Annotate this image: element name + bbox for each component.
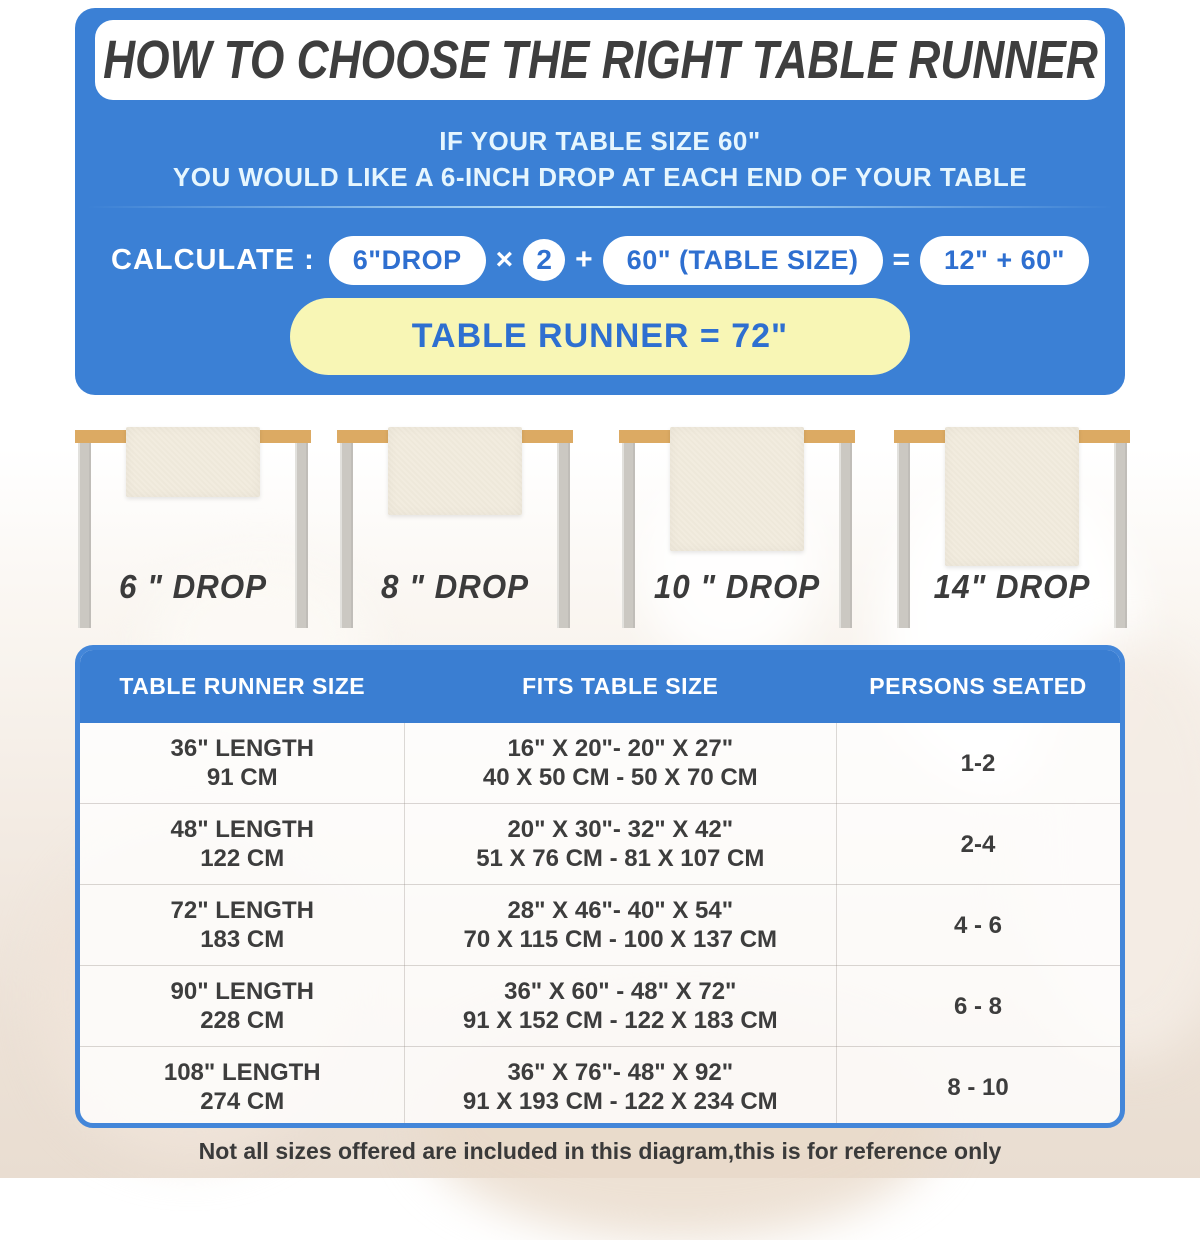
table-row [80, 1046, 1120, 1127]
fits-table-inches: 16" X 20"- 20" X 27" [507, 735, 734, 762]
table-row [80, 723, 1120, 803]
intro-line-2: YOU WOULD LIKE A 6-INCH DROP AT EACH END OF YOUR TABLE [172, 162, 1028, 192]
runner-size-cm: 91 CM [206, 764, 278, 791]
size-table-header [80, 650, 1120, 723]
runner-size-cell [80, 896, 404, 954]
persons-seated-cell: 4 - 6 [954, 911, 1003, 939]
runner-size-cm: 228 CM [200, 1007, 285, 1034]
size-table-body [80, 723, 1120, 1123]
fits-table-inches: 28" X 46"- 40" X 54" [507, 897, 734, 924]
fits-table-cm: 91 X 152 CM - 122 X 183 CM [462, 1007, 778, 1034]
table-figure-8-drop [337, 430, 573, 630]
drop-value-pill: 6"DROP [329, 236, 486, 285]
multiply-operator: × [495, 243, 514, 276]
footer-note: Not all sizes offered are included in this diagram,this is for reference only [198, 1138, 1002, 1164]
runner-cloth [945, 427, 1079, 566]
fits-table-cm: 70 X 115 CM - 100 X 137 CM [463, 926, 778, 953]
runner-size-cm: 183 CM [200, 926, 285, 953]
result-pill: TABLE RUNNER = 72" [290, 298, 910, 375]
runner-size-inches: 48" LENGTH [170, 816, 314, 843]
persons-seated-cell: 1-2 [960, 749, 996, 777]
fits-table-cell [404, 734, 836, 792]
runner-size-inches: 72" LENGTH [170, 897, 314, 924]
column-divider [836, 723, 837, 1123]
intro-line-1: IF YOUR TABLE SIZE 60" [439, 126, 761, 156]
runner-size-cell [80, 1058, 404, 1116]
persons-seated-cell: 8 - 10 [947, 1073, 1009, 1101]
fits-table-cell [404, 896, 836, 954]
fits-table-inches: 36" X 60" - 48" X 72" [504, 978, 737, 1005]
runner-cloth [670, 427, 804, 551]
drop-label: 8 " DROP [381, 568, 529, 605]
header-panel [75, 8, 1125, 395]
fits-table-cell [404, 1058, 836, 1116]
plus-operator: + [575, 243, 593, 276]
persons-seated-cell: 6 - 8 [954, 992, 1003, 1020]
column-divider [404, 723, 405, 1123]
divider-line [87, 206, 1113, 208]
drop-label: 10 " DROP [653, 568, 821, 605]
runner-cloth [388, 427, 522, 515]
table-size-pill: 60" (TABLE SIZE) [603, 236, 883, 285]
calculation-row [75, 230, 1125, 290]
sum-pill: 12" + 60" [920, 236, 1089, 285]
fits-table-inches: 36" X 76"- 48" X 92" [507, 1059, 734, 1086]
fits-table-inches: 20" X 30"- 32" X 42" [507, 816, 734, 843]
runner-size-cell [80, 734, 404, 792]
runner-size-inches: 90" LENGTH [170, 978, 314, 1005]
column-header-persons: PERSONS SEATED [869, 673, 1087, 699]
fits-table-cell [404, 977, 836, 1035]
equals-operator: = [892, 243, 911, 276]
drop-label: 14" DROP [933, 568, 1091, 605]
persons-seated-cell: 2-4 [960, 830, 996, 858]
fits-table-cm: 91 X 193 CM - 122 X 234 CM [462, 1088, 778, 1115]
multiplier-badge: 2 [523, 239, 565, 281]
runner-size-cell [80, 815, 404, 873]
fits-table-cm: 40 X 50 CM - 50 X 70 CM [482, 764, 758, 791]
table-figure-10-drop [619, 430, 855, 630]
table-figure-14-drop [894, 430, 1130, 630]
calculate-label: CALCULATE : [111, 243, 315, 276]
table-figure-6-drop [75, 430, 311, 630]
runner-size-inches: 36" LENGTH [170, 735, 314, 762]
size-table [75, 645, 1125, 1128]
column-header-runner-size: TABLE RUNNER SIZE [119, 673, 366, 699]
table-row [80, 803, 1120, 884]
runner-size-cm: 122 CM [200, 845, 285, 872]
runner-cloth [126, 427, 260, 497]
table-row [80, 884, 1120, 965]
drop-label: 6 " DROP [119, 568, 267, 605]
column-header-fits-table: FITS TABLE SIZE [522, 673, 719, 699]
runner-size-inches: 108" LENGTH [163, 1059, 321, 1086]
fits-table-cm: 51 X 76 CM - 81 X 107 CM [476, 845, 765, 872]
title-band [95, 20, 1105, 100]
runner-size-cell [80, 977, 404, 1035]
table-row [80, 965, 1120, 1046]
fits-table-cell [404, 815, 836, 873]
page-title: HOW TO CHOOSE THE RIGHT TABLE RUNNER [102, 30, 1098, 90]
runner-size-cm: 274 CM [200, 1088, 285, 1115]
